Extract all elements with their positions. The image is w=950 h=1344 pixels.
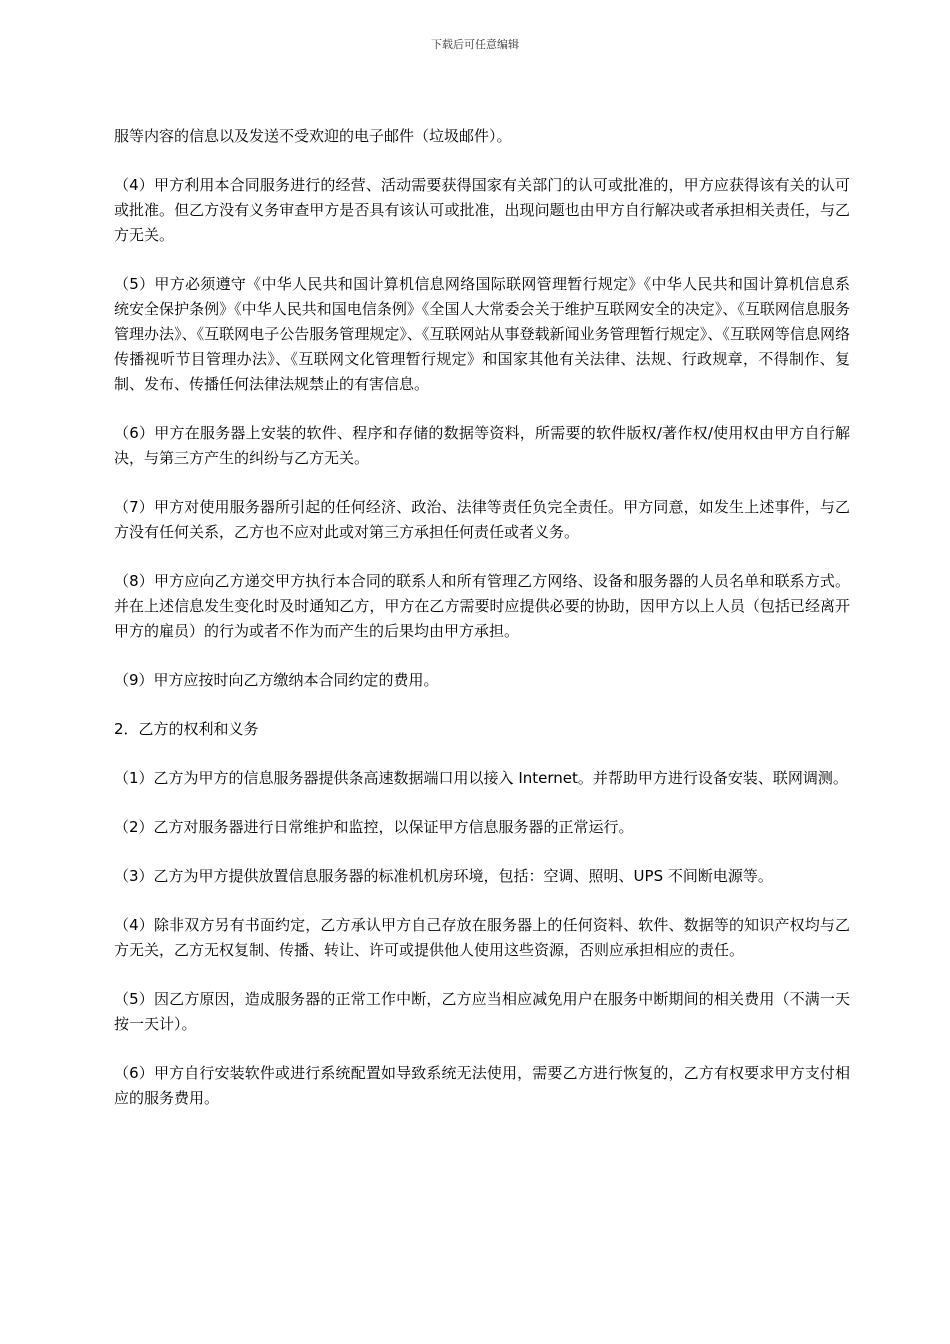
section-heading-party-b: 2．乙方的权利和义务 (114, 720, 259, 738)
paragraph-continuation: 服等内容的信息以及发送不受欢迎的电子邮件（垃圾邮件）。 (114, 127, 512, 145)
clause-party-b-3: （3）乙方为甲方提供放置信息服务器的标准机机房环境，包括：空调、照明、UPS 不间断电源等。 (114, 867, 773, 885)
clause-party-a-7: （7）甲方对使用服务器所引起的任何经济、政治、法律等责任负完全责任。甲方同意，如发生上述事件，与乙方没有任何关系，乙方也不应对此或对第三方承担任何责任或者义务。 (114, 498, 850, 541)
clause-party-a-6: （6）甲方在服务器上安装的软件、程序和存储的数据等资料，所需要的软件版权/著作权/使用权由甲方自行解决，与第三方产生的纠纷与乙方无关。 (114, 424, 850, 467)
clause-party-b-1: （1）乙方为甲方的信息服务器提供条高速数据端口用以接入 Internet。并帮助甲方进行设备安装、联网调测。 (114, 769, 848, 787)
clause-party-a-4: （4）甲方利用本合同服务进行的经营、活动需要获得国家有关部门的认可或批准的，甲方应获得该有关的认可或批准。但乙方没有义务审查甲方是否具有该认可或批准，出现问题也由甲方自行解决或者承担相关责任，与乙方无关。 (114, 176, 850, 244)
clause-party-a-9: （9）甲方应按时向乙方缴纳本合同约定的费用。 (114, 671, 439, 689)
clause-party-b-6: （6）甲方自行安装软件或进行系统配置如导致系统无法使用，需要乙方进行恢复的，乙方有权要求甲方支付相应的服务费用。 (114, 1064, 850, 1107)
page-header: 下载后可任意编辑 (431, 38, 519, 51)
clause-party-b-4: （4）除非双方另有书面约定，乙方承认甲方自己存放在服务器上的任何资料、软件、数据等的知识产权均与乙方无关，乙方无权复制、传播、转让、许可或提供他人使用这些资源，否则应承担相应的责任。 (114, 916, 850, 959)
document-body (114, 124, 850, 1135)
clause-party-b-2: （2）乙方对服务器进行日常维护和监控，以保证甲方信息服务器的正常运行。 (114, 818, 634, 836)
clause-party-a-5: （5）甲方必须遵守《中华人民共和国计算机信息网络国际联网管理暂行规定》《中华人民共和国计算机信息系统安全保护条例》《中华人民共和国电信条例》《全国人大常委会关于维护互联网安全的决定》、《互联网信息服务管理办法》、《互联网电子公告服务管理规定》、《互联网站从事登载新闻业务管理暂行规定》、《互联网等信息网络传播视听节目管理办法》、《互联网文化管理暂行规定》和国家其他有关法律、法规、行政规章，不得制作、复制、发布、传播任何法律法规禁止的有害信息。 (114, 275, 850, 393)
clause-party-a-8: （8）甲方应向乙方递交甲方执行本合同的联系人和所有管理乙方网络、设备和服务器的人员名单和联系方式。并在上述信息发生变化时及时通知乙方，甲方在乙方需要时应提供必要的协助，因甲方以上人员（包括已经离开甲方的雇员）的行为或者不作为而产生的后果均由甲方承担。 (114, 572, 850, 640)
clause-party-b-5: （5）因乙方原因，造成服务器的正常工作中断，乙方应当相应减免用户在服务中断期间的相关费用（不满一天按一天计）。 (114, 990, 850, 1033)
